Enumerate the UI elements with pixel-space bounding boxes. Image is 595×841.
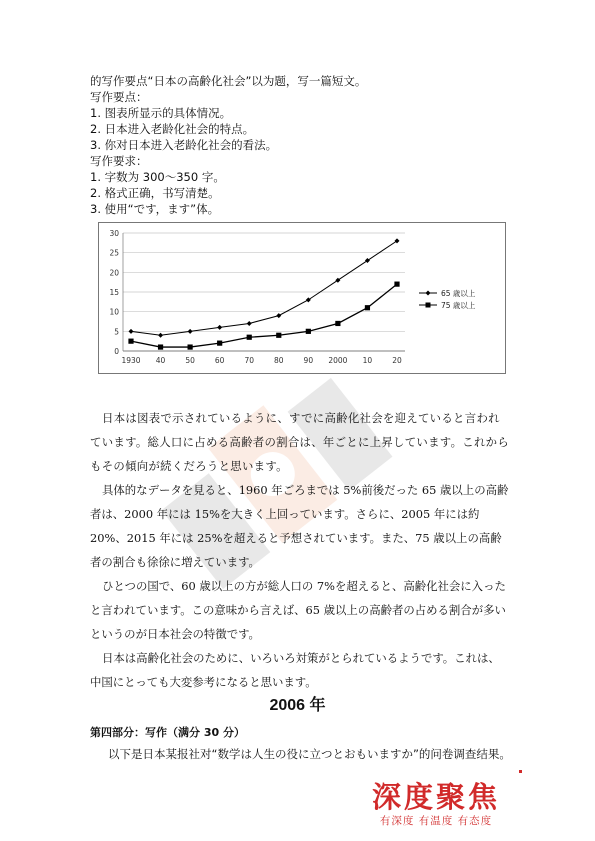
point-item: 1. 图表所显示的具体情况。	[90, 106, 232, 120]
series-line	[131, 241, 397, 335]
essay-paragraph: ひとつの国で、60 歳以上の方が総人口の 7%を超えると、高齢化社会に入ったと言われています。この意味から言えば、65 歳以上の高齢者の占める割合が多いというのが日本社会の特徴です。	[90, 579, 506, 641]
series-line	[131, 284, 397, 347]
data-point	[276, 333, 281, 338]
data-point	[188, 344, 193, 349]
x-tick-label: 10	[362, 356, 373, 365]
y-tick-label: 5	[114, 327, 119, 337]
brand-logo	[372, 780, 500, 828]
data-point	[365, 305, 370, 310]
point-item: 3. 你对日本进入老龄化社会的看法。	[90, 138, 278, 152]
legend-label: 75 歳以上	[441, 301, 476, 310]
x-tick-label: 70	[244, 356, 254, 365]
data-point	[158, 333, 163, 338]
data-point	[335, 321, 340, 326]
legend-label: 65 歳以上	[441, 289, 476, 298]
data-point	[394, 282, 399, 287]
requirement-item: 2. 格式正确，书写清楚。	[90, 186, 220, 200]
requirement-item: 3. 使用“です，ます”体。	[90, 202, 220, 216]
data-point	[306, 329, 311, 334]
point-item: 2. 日本进入老龄化社会的特点。	[90, 122, 255, 136]
requirements-heading: 写作要求：	[90, 154, 148, 168]
legend-marker	[426, 303, 431, 308]
x-tick-label: 80	[274, 356, 284, 365]
y-tick-label: 30	[109, 229, 119, 238]
year-heading: 2006 年	[269, 697, 326, 714]
x-tick-label: 40	[155, 356, 166, 365]
part4-intro: 以下是日本某报社对“数学は人生の役に立つとおもいますか”的问卷调查结果。	[108, 747, 511, 761]
instruction-line: 的写作要点“日本の高齢化社会”以为题，写一篇短文。	[90, 74, 367, 88]
x-tick-label: 20	[392, 356, 402, 365]
logo-main-text: 深度聚焦	[372, 780, 501, 814]
data-point	[188, 329, 193, 334]
essay-paragraph: 具体的なデータを見ると、1960 年ごろまでは 5%前後だった 65 歳以上の高齢者は、2000 年には 15%を大きく上回っています。さらに、2005 年には約 20%、2015 年には 25%を超えると予想されています。また、75 歳以上の高齢者の割合も徐徐に増えています。	[90, 483, 509, 569]
part4-title: 第四部分：写作（满分 30 分）	[90, 726, 245, 739]
data-point	[158, 344, 163, 349]
y-tick-label: 20	[109, 268, 119, 278]
requirement-item: 1. 字数为 300～350 字。	[90, 170, 225, 184]
data-point	[247, 335, 252, 340]
legend-marker	[426, 291, 431, 296]
essay-paragraph: 日本は図表で示されているように、すでに高齢化社会を迎えていると言われています。総人口に占める高齢者の割合は、年ごとに上昇しています。これからもその傾向が続くだろうと思います。	[90, 411, 510, 473]
data-point	[276, 313, 281, 318]
line-chart	[98, 222, 506, 374]
x-tick-label: 50	[185, 356, 195, 365]
data-point	[217, 325, 222, 330]
data-point	[247, 321, 252, 326]
data-point	[128, 339, 133, 344]
data-point	[217, 341, 222, 346]
x-tick-label: 1930	[121, 356, 141, 365]
chart-svg	[99, 223, 505, 373]
y-tick-label: 15	[109, 288, 119, 297]
y-tick-label: 10	[109, 307, 119, 317]
essay-body	[90, 406, 510, 694]
x-tick-label: 60	[214, 356, 225, 365]
x-tick-label: 90	[303, 356, 314, 365]
y-tick-label: 0	[114, 347, 119, 356]
logo-tagline: 有深度 有温度 有态度	[379, 815, 493, 827]
data-point	[129, 329, 134, 334]
x-tick-label: 2000	[328, 356, 348, 365]
points-heading: 写作要点：	[90, 90, 148, 104]
y-tick-label: 25	[109, 248, 119, 258]
essay-paragraph: 日本は高齢化社会のために、いろいろ対策がとられているようです。これは、中国にとっても大変参考になると思います。	[90, 651, 500, 689]
logo-dot-icon	[519, 770, 522, 773]
